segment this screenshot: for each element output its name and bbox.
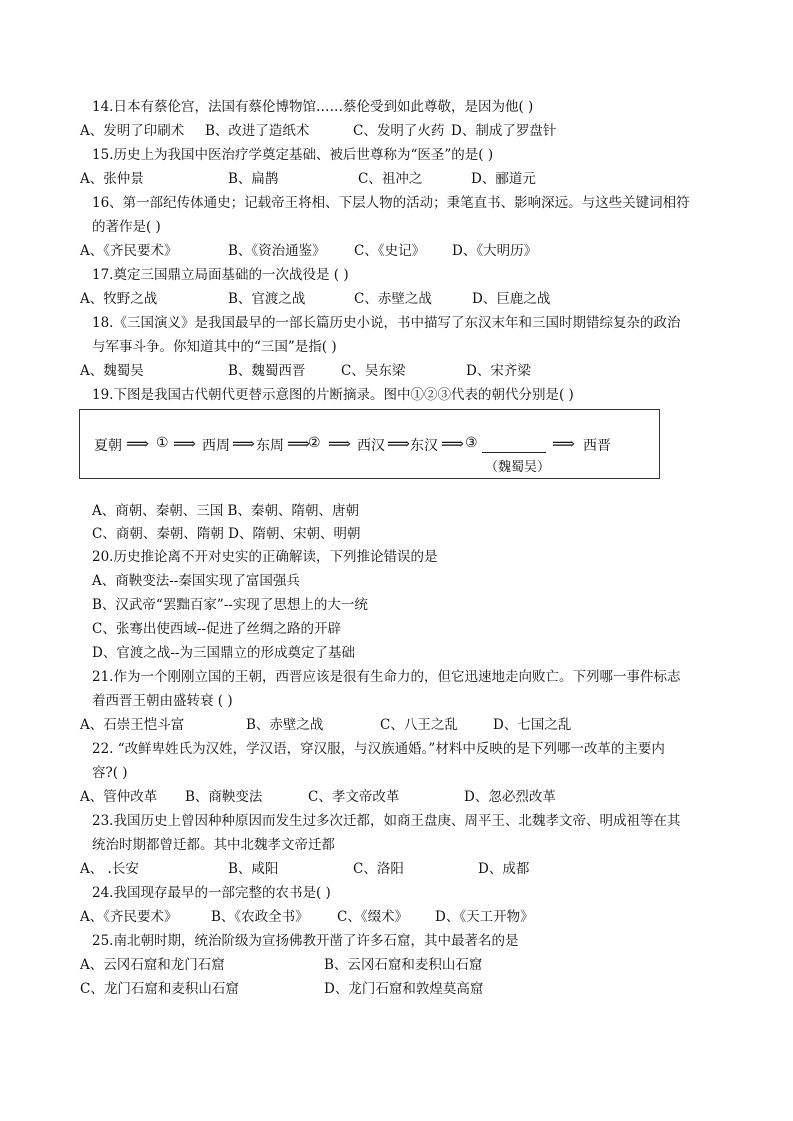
question-19-options-line-1: A、商朝、秦朝、三国 B、秦朝、隋朝、唐朝 [92,503,359,519]
option-c: C、吴东梁 [341,363,406,379]
option-c: C、洛阳 [353,861,404,877]
arrow-icon: ⟹ [387,434,410,453]
arrow-icon: ⟹ [328,434,351,453]
answer-blank-line [482,452,546,453]
question-20-option-c: C、张骞出使西域--促进了丝绸之路的开辟 [92,621,341,637]
option-c: C、孝文帝改革 [308,789,400,805]
dynasty-xia: 夏朝 [94,438,122,454]
option-a: A、魏蜀吴 [80,363,144,379]
option-d: D、《天工开物》 [435,909,534,925]
option-d: D、《大明历》 [452,243,538,259]
option-b: B、官渡之战 [228,291,306,307]
question-23-text: 23.我国历史上曾因种种原因而发生过多次迁都，如商王盘庚、周平王、北魏孝文帝、明成祖等在其 [92,813,681,829]
option-c: C、赤壁之战 [354,291,432,307]
question-14-options [80,122,556,140]
question-18-text-cont: 与军事斗争。你知道其中的“三国”是指( ) [92,339,337,355]
question-25-options-row-2 [80,980,483,998]
question-14-text: 14.日本有蔡伦宫，法国有蔡伦博物馆……蔡伦受到如此尊敬，是因为他( ) [92,99,534,115]
option-a: A、云冈石窟和龙门石窟 [80,957,225,973]
question-15-options [80,170,536,188]
dynasty-western-jin: 西晋 [583,438,611,454]
option-b: B、魏蜀西晋 [228,363,306,379]
option-b: B、商鞅变法 [185,789,263,805]
dynasty-succession-diagram [79,409,660,479]
dynasty-sub-label: （魏蜀吴） [485,460,551,475]
question-21-options [80,716,571,734]
option-a: A、《齐民要术》 [80,243,178,259]
question-21-text-cont: 着西晋王朝由盛转衰 ( ) [92,693,233,709]
arrow-icon: ⟹ [173,434,196,453]
question-17-options [80,290,550,308]
question-24-options [80,908,534,926]
option-b: B、赤壁之战 [246,717,324,733]
question-20-text: 20.历史推论离不开对史实的正确解读，下列推论错误的是 [92,549,438,565]
question-23-text-cont: 统治时期都曾迁都。其中北魏孝文帝迁都 [92,837,335,853]
option-c: C、八王之乱 [380,717,458,733]
option-d: D、宋齐梁 [466,363,531,379]
dynasty-blank-2: ② [308,435,321,451]
question-24-text: 24.我国现存最早的一部完整的农书是( ) [92,885,331,901]
question-22-options [80,788,556,806]
option-c: C、祖冲之 [358,171,423,187]
option-a: A、 .长安 [80,861,139,877]
arrow-icon: ⟹ [287,434,310,453]
dynasty-blank-1: ① [156,435,169,451]
question-20-option-b: B、汉武帝“罢黜百家”--实现了思想上的大一统 [92,597,368,613]
option-b: B、云冈石窟和麦积山石窟 [324,957,483,973]
option-c: C、《缀术》 [337,909,409,925]
question-19-text: 19.下图是我国古代朝代更替示意图的片断摘录。图中①②③代表的朝代分别是( ) [92,387,574,403]
option-b: B、《资治通鉴》 [228,243,326,259]
option-d: D、巨鹿之战 [472,291,551,307]
dynasty-eastern-zhou: 东周 [256,438,284,454]
question-16-options [80,242,537,260]
option-a: A、张仲景 [80,171,144,187]
question-18-options [80,362,531,380]
option-d: D、制成了罗盘针 [451,123,557,139]
question-17-text: 17.奠定三国鼎立局面基础的一次战役是 ( ) [92,267,349,283]
question-20-option-a: A、商鞅变法--秦国实现了富国强兵 [92,573,300,589]
option-b: B、《农政全书》 [211,909,309,925]
question-19-options-line-2: C、商朝、秦朝、隋朝 D、隋朝、宋朝、明朝 [92,526,361,542]
option-a: A、管仲改革 [80,789,158,805]
option-c: C、龙门石窟和麦积山石窟 [80,981,239,997]
dynasty-eastern-han: 东汉 [410,438,438,454]
arrow-icon: ⟹ [441,434,464,453]
question-16-text-cont: 的著作是( ) [92,219,161,235]
option-d: D、成都 [478,861,530,877]
question-20-option-d: D、官渡之战--为三国鼎立的形成奠定了基础 [92,645,355,661]
option-c: C、发明了火药 [353,123,445,139]
question-18-text: 18.《三国演义》是我国最早的一部长篇历史小说，书中描写了东汉末年和三国时期错综复杂的政治 [92,315,681,331]
arrow-icon: ⟹ [552,434,575,453]
question-22-text: 22. “改鲜卑姓氏为汉姓，学汉语，穿汉服，与汉族通婚。”材料中反映的是下列哪一改革的主要内 [92,741,665,757]
option-d: D、七国之乱 [493,717,572,733]
dynasty-blank-3: ③ [465,435,478,451]
option-b: B、扁鹊 [228,171,279,187]
option-a: A、牧野之战 [80,291,158,307]
dynasty-western-han: 西汉 [357,438,385,454]
question-15-text: 15.历史上为我国中医治疗学奠定基础、被后世尊称为“医圣”的是( ) [92,147,494,163]
question-25-options-row-1 [80,956,482,974]
dynasty-western-zhou: 西周 [202,438,230,454]
option-a: A、发明了印刷术 [80,123,185,139]
option-d: D、郦道元 [471,171,536,187]
option-d: D、龙门石窟和敦煌莫高窟 [324,981,484,997]
arrow-icon: ⟹ [232,434,255,453]
option-a: A、石崇王恺斗富 [80,717,185,733]
option-c: C、《史记》 [354,243,426,259]
question-25-text: 25.南北朝时期，统治阶级为宣扬佛教开凿了许多石窟，其中最著名的是 [92,933,519,949]
question-23-options [80,860,529,878]
option-a: A、《齐民要术》 [80,909,178,925]
question-22-text-cont: 容?( ) [92,765,128,781]
arrow-icon: ⟹ [126,434,149,453]
question-21-text: 21.作为一个刚刚立国的王朝，西晋应该是很有生命力的，但它迅速地走向败亡。下列哪一事件标志 [92,669,681,685]
question-16-text: 16、第一部纪传体通史；记载帝王将相、下层人物的活动；秉笔直书、影响深远。与这些关键词相符 [92,195,690,211]
option-b: B、改进了造纸术 [205,123,310,139]
option-b: B、咸阳 [228,861,279,877]
option-d: D、忽必烈改革 [464,789,556,805]
